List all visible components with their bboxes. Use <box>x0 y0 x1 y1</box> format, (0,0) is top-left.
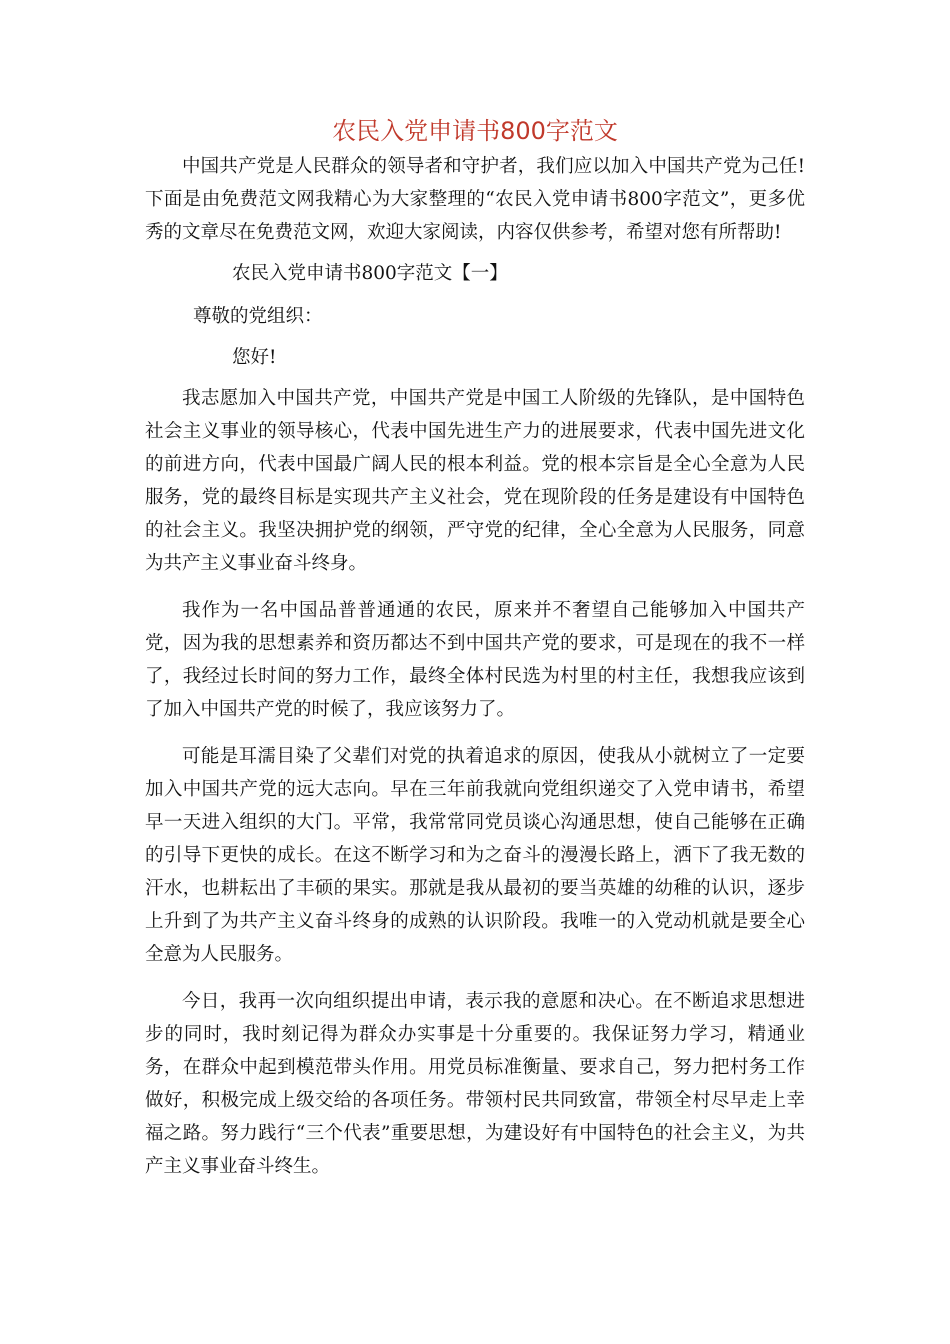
intro-paragraph: 中国共产党是人民群众的领导者和守护者，我们应以加入中国共产党为己任!下面是由免费范文网我精心为大家整理的“农民入党申请书800字范文”，更多优秀的文章尽在免费范文网，欢迎大家阅读，内容仅供参考，希望对您有所帮助! <box>145 156 805 243</box>
section-heading: 农民入党申请书800字范文【一】 <box>232 263 508 284</box>
body-paragraph: 可能是耳濡目染了父辈们对党的执着追求的原因，使我从小就树立了一定要加入中国共产党的远大志向。早在三年前我就向党组织递交了入党申请书，希望早一天进入组织的大门。平常，我常常同党员谈心沟通思想，使自己能够在正确的引导下更快的成长。在这不断学习和为之奋斗的漫漫长路上，洒下了我无数的汗水，也耕耘出了丰硕的果实。那就是我从最初的要当英雄的幼稚的认识，逐步上升到了为共产主义奋斗终身的成熟的认识阶段。我唯一的入党动机就是要全心全意为人民服务。 <box>145 746 805 965</box>
body-paragraph: 我作为一名中国品普普通通的农民，原来并不奢望自己能够加入中国共产党，因为我的思想素养和资历都达不到中国共产党的要求，可是现在的我不一样了，我经过长时间的努力工作，最终全体村民选为村里的村主任，我想我应该到了加入中国共产党的时候了，我应该努力了。 <box>145 600 805 720</box>
greeting: 您好! <box>232 347 277 368</box>
body-paragraph: 我志愿加入中国共产党，中国共产党是中国工人阶级的先锋队，是中国特色社会主义事业的领导核心，代表中国先进生产力的进展要求，代表中国先进文化的前进方向，代表中国最广阔人民的根本利益。党的根本宗旨是全心全意为人民服务，党的最终目标是实现共产主义社会，党在现阶段的任务是建设有中国特色的社会主义。我坚决拥护党的纲领，严守党的纪律，全心全意为人民服务，同意为共产主义事业奋斗终身。 <box>145 388 805 574</box>
document-title: 农民入党申请书800字范文 <box>332 117 618 145</box>
body-paragraph: 今日，我再一次向组织提出申请，表示我的意愿和决心。在不断追求思想进步的同时，我时刻记得为群众办实事是十分重要的。我保证努力学习，精通业务，在群众中起到模范带头作用。用党员标准衡量、要求自己，努力把村务工作做好，积极完成上级交给的各项任务。带领村民共同致富，带领全村尽早走上幸福之路。努力践行“三个代表”重要思想，为建设好有中国特色的社会主义，为共产主义事业奋斗终生。 <box>145 991 805 1177</box>
document-body <box>145 150 805 1197</box>
salutation: 尊敬的党组织： <box>193 306 323 327</box>
